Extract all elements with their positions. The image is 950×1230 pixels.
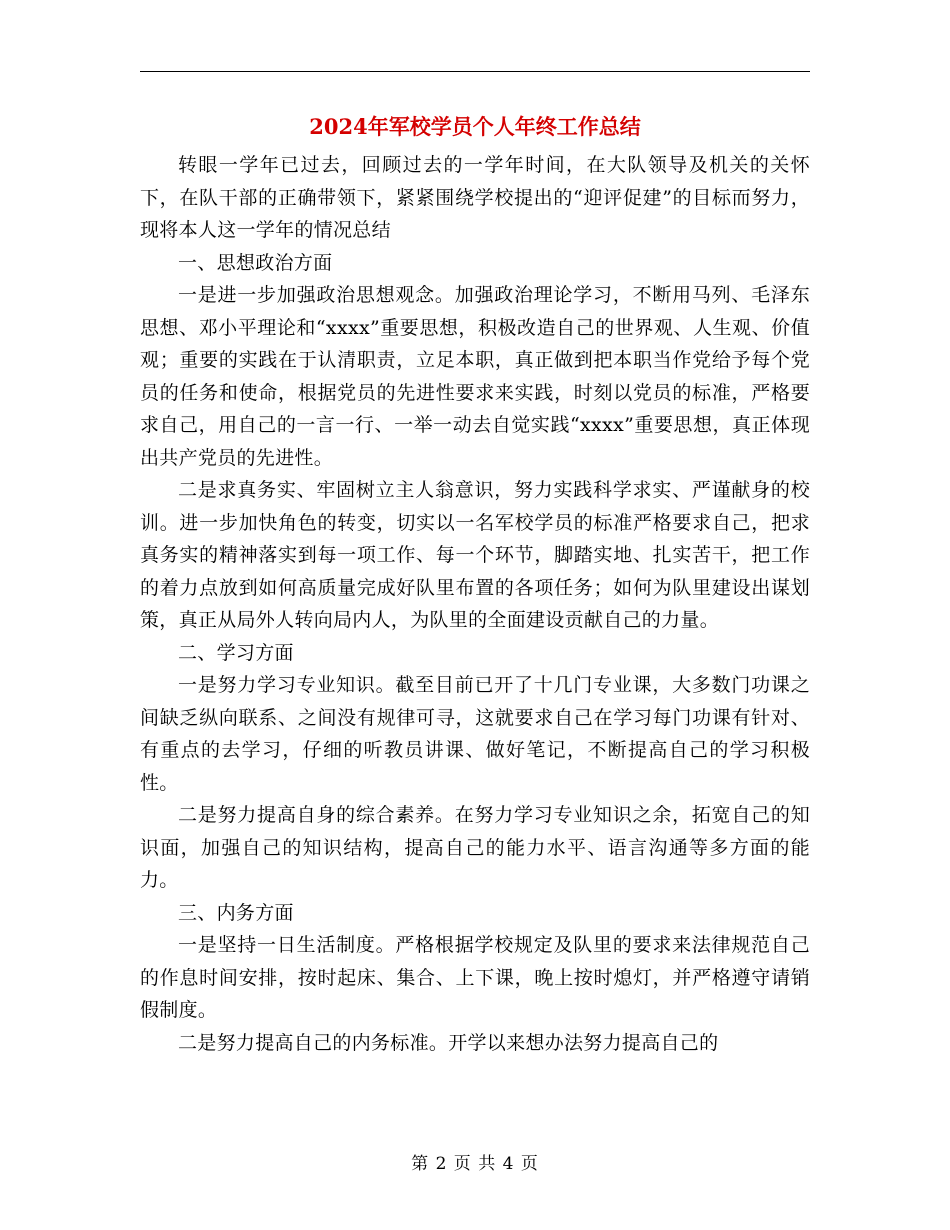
paragraph-ideology-2: 二是求真务实、牢固树立主人翁意识，努力实践科学求实、严谨献身的校训。进一步加快角色的转变，切实以一名军校学员的标准严格要求自己，把求真务实的精神落实到每一项工作、每一个环节，脚踏实地、扎实苦干，把工作的着力点放到如何高质量完成好队里布置的各项任务；如何为队里建设出谋划策，真正从局外人转向局内人，为队里的全面建设贡献自己的力量。 bbox=[140, 479, 810, 631]
paragraph-housekeeping-2: 二是努力提高自己的内务标准。开学以来想办法努力提高自己的 bbox=[178, 1031, 719, 1054]
paragraph-study-1: 一是努力学习专业知识。截至目前已开了十几门专业课，大多数门功课之间缺乏纵向联系、之间没有规律可寻，这就要求自己在学习每门功课有针对、有重点的去学习，仔细的听教员讲课、做好笔记，不断提高自己的学习积极性。 bbox=[140, 674, 810, 794]
document-body bbox=[140, 149, 810, 1059]
paragraph-ideology-1: 一是进一步加强政治思想观念。加强政治理论学习，不断用马列、毛泽东思想、邓小平理论和“xxxx”重要思想，积极改造自己的世界观、人生观、价值观；重要的实践在于认清职责，立足本职，真正做到把本职当作党给予每个党员的任务和使命，根据党员的先进性要求来实践，时刻以党员的标准，严格要求自己，用自己的一言一行、一举一动去自觉实践“xxxx”重要思想，真正体现出共产党员的先进性。 bbox=[140, 284, 810, 469]
paragraph-study-2: 二是努力提高自身的综合素养。在努力学习专业知识之余，拓宽自己的知识面，加强自己的知识结构，提高自己的能力水平、语言沟通等多方面的能力。 bbox=[140, 804, 810, 891]
paragraph-housekeeping-1: 一是坚持一日生活制度。严格根据学校规定及队里的要求来法律规范自己的作息时间安排，按时起床、集合、上下课，晚上按时熄灯，并严格遵守请销假制度。 bbox=[140, 934, 810, 1021]
section-heading-ideology: 一、思想政治方面 bbox=[178, 251, 333, 274]
section-heading-study: 二、学习方面 bbox=[178, 641, 294, 664]
intro-paragraph: 转眼一学年已过去，回顾过去的一学年时间，在大队领导及机关的关怀下，在队干部的正确带领下，紧紧围绕学校提出的“迎评促建”的目标而努力，现将本人这一学年的情况总结 bbox=[140, 154, 810, 241]
document-title: 2024年军校学员个人年终工作总结 bbox=[309, 114, 641, 139]
section-heading-housekeeping: 三、内务方面 bbox=[178, 901, 294, 924]
header-rule bbox=[140, 71, 810, 72]
page-number: 第 2 页 共 4 页 bbox=[411, 1154, 539, 1174]
